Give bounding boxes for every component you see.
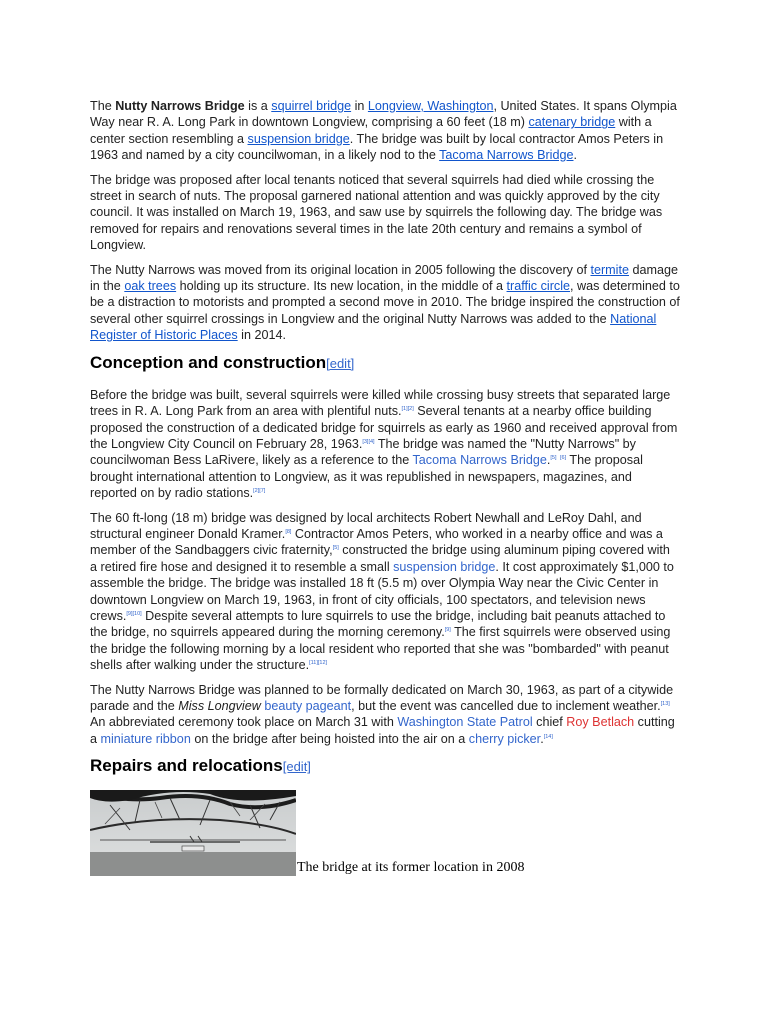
reference[interactable]: [11][12] [309, 660, 328, 666]
reference[interactable]: [2][7] [253, 487, 266, 494]
text: Despite several attempts to lure squirrels to use the bridge, including bait peanuts attached to the bridge, no squirrels appeared during the morning ceremony. [90, 608, 666, 640]
link-suspension-bridge[interactable]: suspension bridge [393, 559, 496, 574]
text: holding up its structure. Its new location, in the middle of a [176, 279, 507, 294]
figure [90, 790, 680, 876]
text: . [573, 148, 577, 163]
heading-text: Repairs and relocations [90, 756, 283, 776]
reference[interactable]: [9] [444, 627, 451, 634]
link-termite[interactable]: termite [590, 262, 629, 277]
redlink-roy-betlach[interactable]: Roy Betlach [566, 715, 635, 730]
bold-title: Nutty Narrows Bridge [115, 99, 245, 113]
text: The bridge was named the "Nutty Narrows" by councilwoman Bess LaRivere, likely as a reference to the [90, 436, 636, 468]
link-washington-state-patrol[interactable]: Washington State Patrol [397, 715, 533, 730]
text: The Nutty Narrows Bridge was planned to be formally dedicated on March 30, 1963, as part of a citywide parade and the [90, 682, 674, 713]
reference[interactable]: [5] [332, 545, 339, 552]
reference[interactable]: [9][10] [126, 610, 142, 617]
reference[interactable]: [1][2] [401, 405, 414, 412]
conception-paragraph-3 [90, 682, 680, 748]
reference[interactable]: [3][4] [362, 438, 375, 445]
link-tacoma-narrows-bridge[interactable]: Tacoma Narrows Bridge [412, 453, 547, 468]
text: in [351, 99, 368, 113]
link-suspension-bridge[interactable]: suspension bridge [247, 131, 350, 146]
text: The proposal brought international attention to Longview, as it was republished in newspapers, magazines, and reported on by radio stations. [90, 453, 643, 501]
text: . [540, 731, 544, 746]
text: constructed the bridge using aluminum piping covered with a retired fire hose and designed it to resemble a small [90, 543, 670, 574]
text: An abbreviated ceremony took place on March 31 with [90, 715, 398, 730]
reference[interactable]: [14] [543, 733, 553, 740]
text: The Nutty Narrows was moved from its original location in 2005 following the discovery of [90, 262, 591, 277]
text: Contractor Amos Peters, who worked in a nearby office and was a member of the Sandbaggers civic fraternity, [90, 526, 663, 558]
link-miniature-ribbon[interactable]: miniature ribbon [100, 731, 191, 746]
text: in 2014. [237, 328, 287, 343]
link-longview-washington[interactable]: Longview, Washington [367, 99, 494, 113]
link-oak-trees[interactable]: oak trees [124, 279, 177, 294]
section-heading-repairs [90, 755, 680, 778]
link-catenary-bridge[interactable]: catenary bridge [528, 115, 616, 130]
text: with a center section resembling a [90, 115, 652, 146]
reference[interactable]: [8] [285, 528, 292, 535]
text: The 60 ft-long (18 m) bridge was designed by local architects Robert Newhall and LeRoy Dahl, and structural engineer Donald Kramer. [90, 510, 642, 541]
text: . It cost approximately $1,000 to assemble the bridge. The bridge was installed 18 ft (5.5 m) over Olympia Way near the Civic Center in downtown Longview on March 19, 1963, in front of city officials, 100 spectators, and television news crews. [90, 559, 674, 623]
text: The first squirrels were observed using the bridge the following morning by a local resident who reported that she was "bombarded" with peanut shells after walking under the structure. [90, 625, 671, 673]
text: Before the bridge was built, several squirrels were killed while crossing busy streets that separated large trees in R. A. Long Park from an area with plentiful nuts. [90, 387, 671, 419]
link-squirrel-bridge[interactable]: squirrel bridge [271, 99, 352, 113]
text: The [90, 99, 116, 113]
reference[interactable]: [6] [559, 455, 567, 462]
text: , United States. It spans Olympia Way near R. A. Long Park in downtown Longview, comprising a 60 feet (18 m) [90, 99, 677, 130]
heading-text: Conception and construction [90, 352, 327, 372]
reference[interactable]: [13] [660, 700, 670, 707]
reference[interactable]: [5] [550, 455, 557, 462]
text: chief [532, 715, 567, 730]
link-cherry-picker[interactable]: cherry picker [468, 731, 541, 746]
intro-paragraph-3 [90, 262, 680, 344]
intro-paragraph-2: The bridge was proposed after local tenants noticed that several squirrels had died while crossing the street in search of nuts. The proposal garnered national attention and was quickly approved by the city council. It was installed on March 19, 1963, and saw use by squirrels the following day. The bridge was removed for repairs and renovations several times in the late 20th century and remains a symbol of Longview. [90, 172, 663, 253]
edit-link[interactable]: [edit] [326, 355, 355, 371]
section-heading-conception [90, 352, 680, 375]
conception-paragraph-1: Before the bridge was built, several squirrels were killed while crossing busy streets that separated large trees in R. A. Long Park from an area with plentiful nuts.[1][2] Several tenants at a nearby office building proposed the construction of a dedicated bridge for squirrels as early as 1960 and received approval from the Longview City Council on February 28, 1963.[3][4] The bridge was named the "Nutty Narrows" by councilwoman Bess LaRivere, likely as a reference to the Tacoma Narrows Bridge.[5] [6] The proposal brought international attention to Longview, as it was republished in newspapers, magazines, and reported on by radio stations.[2][7] [90, 387, 678, 501]
bridge-photo[interactable] [90, 790, 296, 876]
intro-paragraph-1 [90, 98, 680, 164]
text: cutting a [90, 715, 675, 746]
text: Several tenants at a nearby office building proposed the construction of a dedicated bridge for squirrels as early as 1960 and received approval from the Longview City Council on February 28, 1963. [90, 404, 678, 451]
text: is a [244, 99, 272, 113]
text: . The bridge was built by local contractor Amos Peters in 1963 and named by a city councilwoman, in a likely nod to the [90, 131, 664, 163]
link-national-register[interactable]: National Register of Historic Places [90, 311, 657, 343]
link-beauty-pageant[interactable]: beauty pageant [264, 699, 352, 713]
text: damage in the [90, 262, 678, 294]
conception-paragraph-2 [90, 510, 680, 674]
text: , but the event was cancelled due to inclement weather. [351, 699, 661, 713]
link-traffic-circle[interactable]: traffic circle [506, 279, 570, 294]
edit-link[interactable]: [edit] [282, 759, 311, 775]
link-tacoma-narrows-bridge[interactable]: Tacoma Narrows Bridge [439, 148, 574, 163]
text: on the bridge after being hoisted into the air on a [190, 731, 469, 746]
text: , was determined to be a distraction to motorists and prompted a second move in 2010. The bridge inspired the construction of several other squirrel crossings in Longview and the original Nutty Narrows was added to the [90, 279, 680, 326]
article-body [90, 98, 680, 876]
image-caption: The bridge at its former location in 2008 [297, 860, 525, 876]
italic-text: Miss Longview [178, 699, 261, 713]
